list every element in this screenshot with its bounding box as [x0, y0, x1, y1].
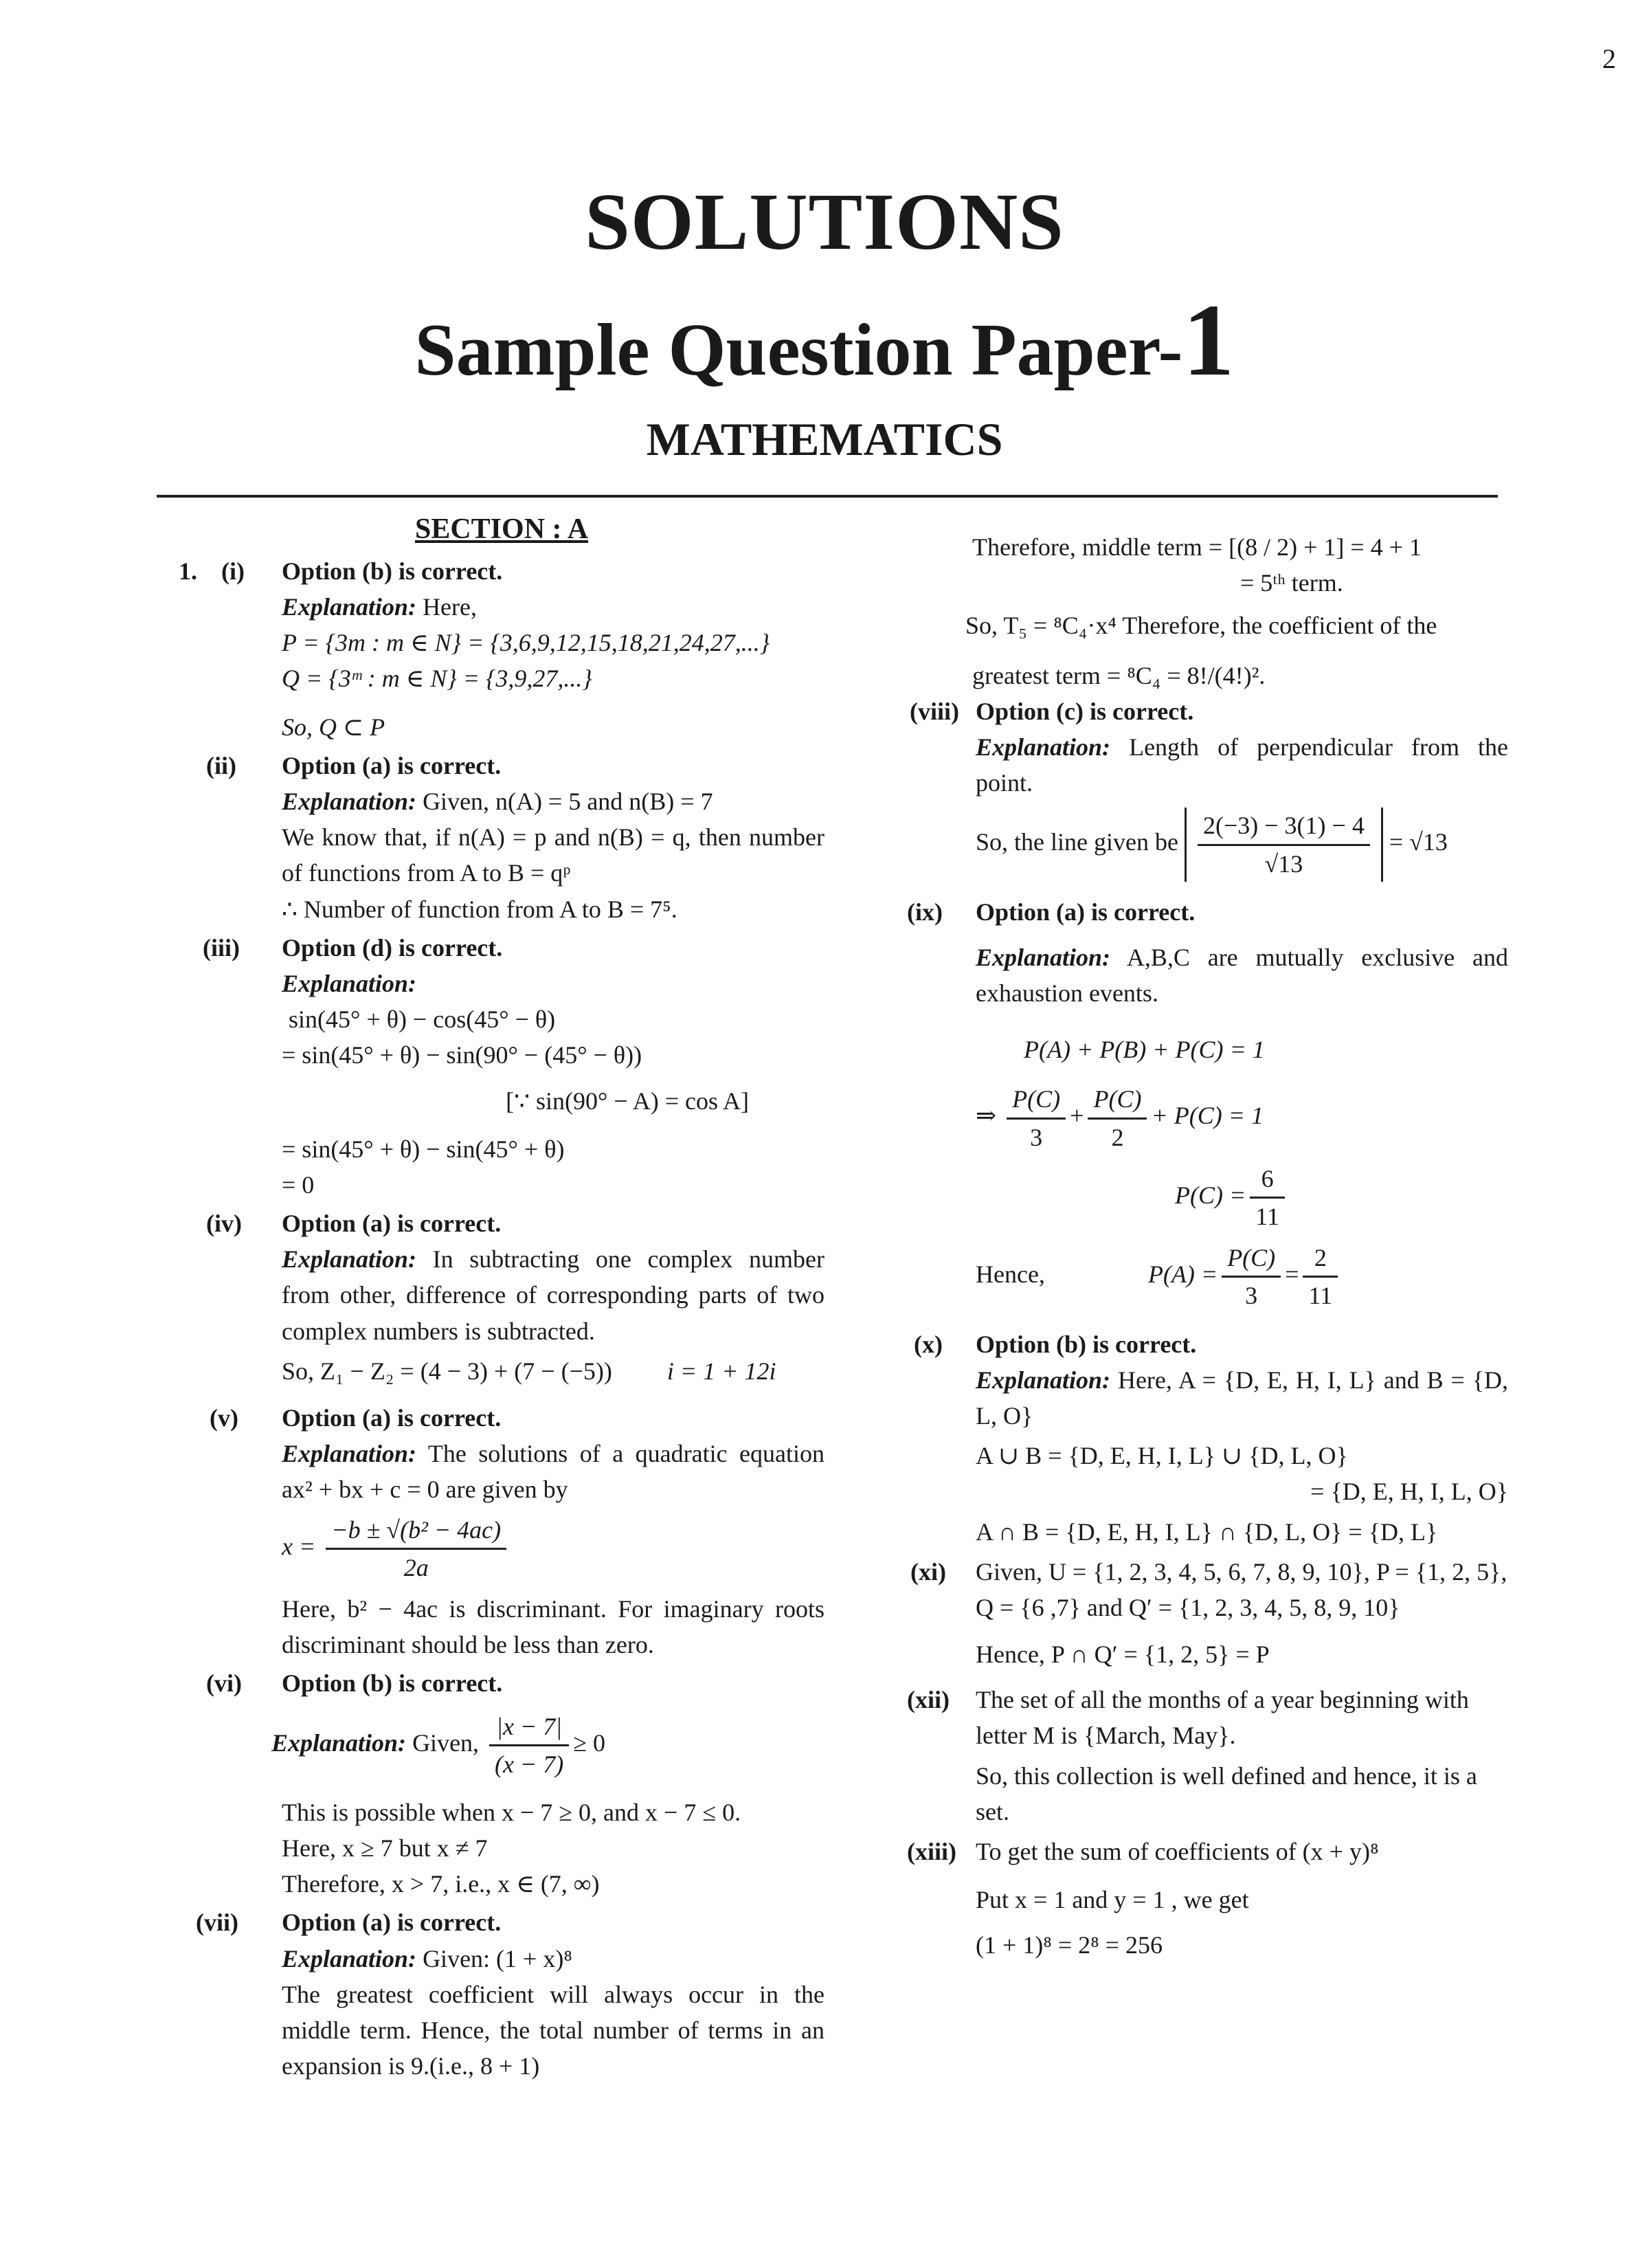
math-line [976, 1081, 1508, 1155]
math-line: = sin(45° + θ) − sin(90° − (45° − θ)) [282, 1041, 642, 1069]
part-label: (x) [914, 1330, 943, 1358]
inequality: ≥ 0 [573, 1728, 606, 1757]
explanation-label: Explanation: [976, 733, 1111, 761]
solution-1-i [179, 553, 824, 745]
option-answer: Option (a) is correct. [976, 898, 1196, 926]
text: So, the line given be [976, 828, 1178, 856]
math-line: A ∩ B = {D, E, H, I, L} ∩ {D, L, O} = {D, L} [976, 1517, 1438, 1546]
math-line [976, 1240, 1508, 1313]
fraction [1007, 1081, 1066, 1155]
option-answer: Option (a) is correct. [282, 751, 502, 779]
numerator: P(C) [1088, 1081, 1147, 1119]
part-label: (vi) [206, 1669, 242, 1698]
numerator: −b ± √(b² − 4ac) [326, 1512, 506, 1550]
explanation [976, 729, 1508, 801]
explanation-text: Given: (1 + x)⁸ [416, 1944, 572, 1972]
fraction [489, 1709, 569, 1782]
explanation-label: Explanation: [271, 1728, 407, 1757]
explanation [976, 1362, 1508, 1434]
section-heading: SECTION : A [414, 513, 589, 545]
solution-1-ix [907, 894, 1508, 1314]
explanation-label: Explanation: [976, 1366, 1111, 1394]
text-line: greatest term = ⁸C₄ = 8!/(4!)². [972, 661, 1266, 689]
absolute-value [1185, 808, 1383, 881]
math-line: P = {3m : m ∈ N} = {3,6,9,12,15,18,21,24,27,...} [282, 629, 770, 657]
explanation-text: A,B,C are mutually exclusive and exhaustion events. [976, 943, 1508, 1008]
math-part: P(A) = [1147, 1260, 1218, 1289]
text-line: Here, b² − 4ac is discriminant. For imaginary roots discriminant should be less than zero. [282, 1594, 824, 1659]
math-line: sin(45° + θ) − cos(45° − θ) [289, 1005, 556, 1034]
numerator: 2(−3) − 3(1) − 4 [1198, 808, 1370, 845]
part-label: (xi) [910, 1557, 946, 1586]
fraction [1198, 808, 1370, 881]
solution-1-xii [907, 1682, 1508, 1830]
math-line: Q = {3ᵐ : m ∈ N} = {3,9,27,...} [282, 665, 592, 693]
math-part: i = 1 + 12i [666, 1357, 776, 1385]
explanation [271, 1709, 824, 1782]
math-part: So, Z₁ − Z₂ = (4 − 3) + (7 − (−5)) [282, 1357, 612, 1385]
explanation-label: Explanation: [282, 969, 417, 997]
math-line [282, 1353, 824, 1389]
header-divider [157, 495, 1498, 498]
fraction [1222, 1240, 1281, 1313]
text-line: ∴ Number of function from A to B = 7⁵. [282, 895, 677, 923]
math-line: (1 + 1)⁸ = 2⁸ = 256 [976, 1931, 1163, 1959]
explanation-text: The solutions of a quadratic equation ax² + bx + c = 0 are given by [282, 1440, 824, 1504]
fraction [326, 1512, 506, 1586]
text-line: This is possible when x − 7 ≥ 0, and x − 7 ≤ 0. [282, 1798, 741, 1826]
explanation-text: Here, [416, 593, 478, 621]
explanation [282, 783, 824, 819]
hence: Hence, [976, 1260, 1045, 1289]
solution-1-xi [910, 1554, 1508, 1673]
text-line: So, this collection is well defined and hence, it is a set. [976, 1761, 1477, 1825]
math-line: A ∪ B = {D, E, H, I, L} ∪ {D, L, O} [976, 1442, 1348, 1470]
denominator: 11 [1255, 1203, 1279, 1230]
left-column [179, 509, 824, 2084]
explanation [282, 589, 824, 625]
text-line: Given, U = {1, 2, 3, 4, 5, 6, 7, 8, 9, 10}, P = {1, 2, 5}, Q = {6 ,7} and Q′ = {1, 2, 3, 4, 5, 8, 9, 10} [976, 1557, 1507, 1621]
solution-1-ii [179, 748, 824, 927]
denominator: 2a [403, 1553, 429, 1581]
explanation-text: Length of perpendicular from the point. [976, 733, 1508, 797]
page-title: SOLUTIONS [585, 177, 1064, 267]
explanation-label: Explanation: [282, 788, 417, 816]
paper-title-text: Sample Question Paper- [414, 309, 1183, 391]
formula [282, 1512, 824, 1586]
numerator: |x − 7| [489, 1709, 569, 1746]
implies: ⇒ [976, 1102, 997, 1130]
math-line: = 0 [282, 1170, 315, 1199]
subject-title: MATHEMATICS [646, 413, 1003, 465]
math-line: P(A) + P(B) + P(C) = 1 [1024, 1036, 1265, 1064]
solution-1-iv [179, 1205, 824, 1389]
numerator: 6 [1250, 1161, 1285, 1199]
part-label: (xiii) [907, 1838, 956, 1865]
formula-lhs: x = [282, 1532, 316, 1560]
solution-1-xiii [907, 1834, 1508, 1964]
solution-1-vii [179, 1904, 824, 2084]
plus: + [1070, 1102, 1084, 1130]
explanation [282, 1941, 824, 1977]
part-label: (xii) [907, 1686, 950, 1714]
explanation-label: Explanation: [976, 943, 1111, 971]
option-answer: Option (a) is correct. [282, 1909, 502, 1937]
text-line: Therefore, middle term = [(8 / 2) + 1] = 4 + 1 [972, 533, 1422, 561]
text-line: The set of all the months of a year beginning with letter M is {March, May}. [976, 1686, 1469, 1750]
option-answer: Option (c) is correct. [976, 697, 1194, 725]
denominator: √13 [1264, 849, 1303, 878]
text-line: To get the sum of coefficients of (x + y)⁸ [976, 1838, 1379, 1865]
part-label: (iii) [203, 933, 240, 961]
fraction [1303, 1240, 1338, 1313]
part-label: (ix) [907, 898, 943, 926]
text-line: So, T₅ = ⁸C₄·x⁴ Therefore, the coefficient of the [965, 612, 1437, 640]
explanation-label: Explanation: [282, 1245, 417, 1274]
explanation [282, 1436, 824, 1507]
option-answer: Option (b) is correct. [282, 1669, 503, 1698]
math-line: [∵ sin(90° − A) = cos A] [506, 1087, 749, 1115]
text-line: = 5ᵗʰ term. [1240, 569, 1343, 597]
explanation-text: In subtracting one complex number from other, difference of corresponding parts of two complex numbers is subtracted. [282, 1245, 824, 1345]
part-label: (vii) [196, 1909, 238, 1937]
math-line: = {D, E, H, I, L, O} [1310, 1478, 1508, 1506]
math-part: P(C) = [1175, 1181, 1246, 1209]
denominator: 11 [1308, 1282, 1333, 1310]
math-line: = sin(45° + θ) − sin(45° + θ) [282, 1135, 565, 1163]
explanation [976, 940, 1508, 1011]
math-line: So, Q ⊂ P [282, 713, 385, 741]
denominator: 3 [1030, 1123, 1043, 1151]
denominator: (x − 7) [495, 1750, 564, 1778]
part-label: (i) [221, 557, 245, 585]
paper-title [0, 283, 1649, 397]
option-answer: Option (b) is correct. [282, 557, 503, 585]
result: = √13 [1389, 828, 1448, 856]
paper-number: 1 [1182, 283, 1235, 397]
explanation-label: Explanation: [282, 1440, 417, 1468]
fraction [1088, 1081, 1147, 1155]
numerator: P(C) [1007, 1081, 1066, 1119]
explanation-text: Given, n(A) = 5 and n(B) = 7 [416, 788, 713, 816]
denominator: 3 [1245, 1282, 1258, 1310]
right-column [907, 529, 1508, 1964]
part-label: (viii) [910, 697, 959, 725]
numerator: 2 [1303, 1240, 1338, 1278]
math-part: + P(C) = 1 [1151, 1102, 1264, 1130]
explanation-text: Given, [406, 1728, 480, 1757]
numerator: P(C) [1222, 1240, 1281, 1278]
solution-1-vi [179, 1665, 824, 1902]
explanation-label: Explanation: [282, 593, 417, 621]
math-line: Put x = 1 and y = 1 , we get [976, 1886, 1249, 1914]
text-line: We know that, if n(A) = p and n(B) = q, then number of functions from A to B = qᵖ [282, 823, 824, 887]
option-answer: Option (d) is correct. [282, 933, 503, 961]
text-line: The greatest coefficient will always occur in the middle term. Hence, the total number of terms in an expansion is 9.(i.e., 8 + 1) [282, 1980, 824, 2080]
question-number: 1. [179, 557, 197, 585]
solution-1-viii [910, 693, 1508, 882]
option-answer: Option (b) is correct. [976, 1330, 1197, 1358]
denominator: 2 [1111, 1123, 1124, 1151]
determinant-line [976, 808, 1508, 881]
page-number: 2 [1602, 43, 1616, 74]
part-label: (ii) [206, 751, 236, 779]
explanation-text: Here, A = {D, E, H, I, L} and B = {D, L, O} [976, 1366, 1508, 1430]
solution-1-iii [179, 930, 824, 1203]
math-line [976, 1161, 1508, 1234]
solution-1-x [910, 1326, 1508, 1550]
part-label: (iv) [206, 1210, 242, 1238]
text-line: Therefore, x > 7, i.e., x ∈ (7, ∞) [282, 1870, 600, 1898]
explanation-label: Explanation: [282, 1944, 417, 1972]
fraction [1250, 1161, 1285, 1234]
math-line: Hence, P ∩ Q′ = {1, 2, 5} = P [976, 1641, 1270, 1669]
equals: = [1285, 1260, 1299, 1289]
option-answer: Option (a) is correct. [282, 1404, 502, 1432]
part-label: (v) [210, 1404, 238, 1432]
text-line: Here, x ≥ 7 but x ≠ 7 [282, 1834, 488, 1863]
solution-1-v [179, 1400, 824, 1663]
option-answer: Option (a) is correct. [282, 1210, 502, 1238]
explanation [282, 1241, 824, 1349]
